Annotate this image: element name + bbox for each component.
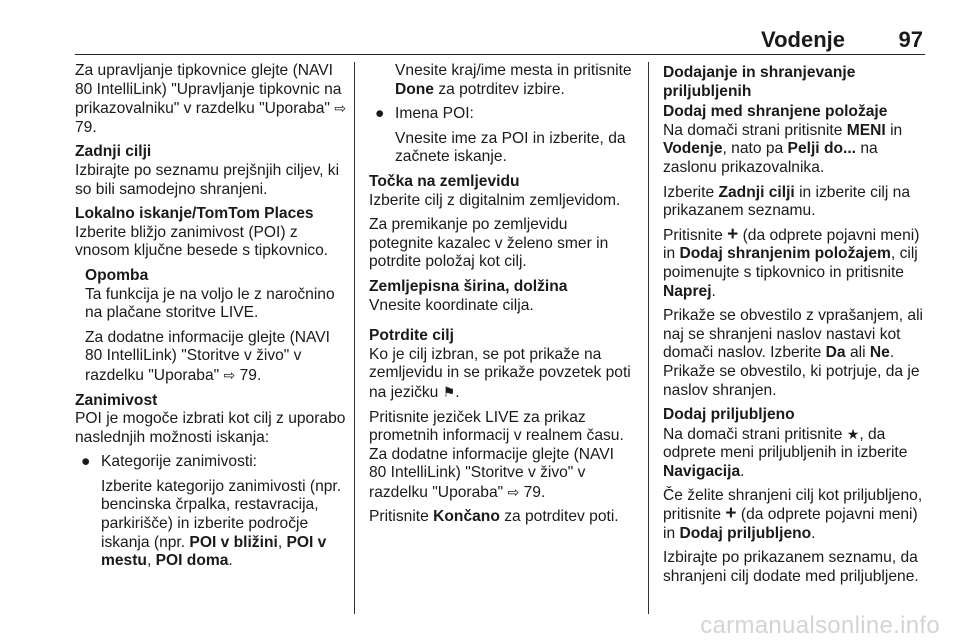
flag-icon: ⚑ [442, 383, 456, 400]
paragraph: Pritisnite jeziček LIVE za prikaz prometnih informacij v realnem času. Za dodatne informacije glejte (NAVI 80 IntelliLink) "Storitve v živo" v razdelku "Uporaba" ⇨ 79. [369, 408, 624, 501]
page-ref-arrow-icon: ⇨ [507, 483, 520, 500]
heading-add-saved: Dodaj med shranjene položaje [663, 103, 888, 121]
watermark: carmanualsonline.info [700, 612, 940, 639]
bullet-icon: ● [81, 453, 91, 471]
plus-icon: + [725, 503, 737, 525]
paragraph: Če želite shranjeni cilj kot priljubljeno, pritisnite + (da odprete pojavni meni) in Dodaj priljubljeno. [663, 487, 923, 542]
paragraph: Izberite Zadnji cilji in izberite cilj na prikazanem seznamu. [663, 183, 911, 220]
paragraph: Izberite bližjo zanimivost (POI) z vnosom ključne besede s tipkovnico. [75, 223, 329, 260]
page-header [75, 0, 925, 55]
column-2 [369, 62, 635, 533]
page-number: 97 [898, 27, 923, 52]
paragraph: Pritisnite Končano za potrditev poti. [369, 508, 619, 526]
list-item-text: Vnesite ime za POI in izberite, da začnete iskanje. [395, 129, 626, 166]
heading-coordinates: Zemljepisna širina, dolžina [369, 277, 568, 295]
page-ref-arrow-icon: ⇨ [223, 366, 236, 383]
list-item-text: Izberite kategorijo zanimivosti (npr. bencinska črpalka, restavracija, parkirišče) in izberite področje iskanja (npr. POI v bližini, POI v mestu, POI doma. [101, 477, 342, 570]
list-item: ● Imena POI: [375, 105, 474, 123]
heading-add-favourite: Dodaj priljubljeno [663, 406, 795, 424]
note-text: Ta funkcija je na voljo le z naročnino na plačane storitve LIVE. [85, 285, 335, 322]
column-3 [663, 62, 929, 592]
paragraph: Izbirajte po seznamu prejšnjih ciljev, ki so bili samodejno shranjeni. [75, 161, 340, 198]
paragraph: Za premikanje po zemljevidu potegnite kazalec v želeno smer in potrdite položaj kot cilj. [369, 216, 609, 271]
paragraph: Za upravljanje tipkovnice glejte (NAVI 80 IntelliLink) "Upravljanje tipkovnic na prikazovalniku" v razdelku "Uporaba" ⇨ 79. [75, 62, 347, 136]
note-box [75, 267, 351, 386]
paragraph: Ko je cilj izbran, se pot prikaže na zemljevidu in se prikaže povzetek poti na jezičku ⚑. [369, 345, 631, 401]
plus-icon: + [727, 223, 739, 245]
star-icon: ★ [846, 425, 860, 442]
bullet-icon: ● [375, 105, 385, 123]
list-item-text: Vnesite kraj/ime mesta in pritisnite Done za potrditev izbire. [395, 62, 632, 98]
heading-poi: Zanimivost [75, 391, 158, 409]
paragraph: Pritisnite + (da odprete pojavni meni) in Dodaj shranjenim položajem, cilj poimenujte s tipkovnico in pritisnite Naprej. [663, 223, 920, 300]
section-title: Vodenje [761, 27, 845, 52]
paragraph: Prikaže se obvestilo z vprašanjem, ali naj se shranjeni naslov nastavi kot domači naslov. Izberite Da ali Ne. Prikaže se obvestilo, ki potrjuje, da je naslov shranjen. [663, 307, 924, 399]
column-1 [75, 62, 351, 577]
note-text: Za dodatne informacije glejte (NAVI 80 IntelliLink) "Storitve v živo" v razdelku "Uporaba" ⇨ 79. [85, 328, 330, 384]
heading-local-search: Lokalno iskanje/TomTom Places [75, 205, 314, 223]
paragraph: Izbirajte po prikazanem seznamu, da shranjeni cilj dodate med priljubljene. [663, 549, 919, 585]
heading-map-point: Točka na zemljevidu [369, 172, 520, 190]
paragraph: Vnesite koordinate cilja. [369, 296, 534, 314]
page-ref-arrow-icon: ⇨ [334, 100, 347, 117]
list-item: ● Kategorije zanimivosti: [81, 453, 258, 471]
heading-recent-destinations: Zadnji cilji [75, 143, 152, 161]
column-divider [354, 62, 355, 614]
paragraph: Na domači strani pritisnite ★, da odprete meni priljubljenih in izberite Navigacija. [663, 425, 908, 480]
heading-confirm-destination: Potrdite cilj [369, 327, 454, 345]
paragraph: Izberite cilj z digitalnim zemljevidom. [369, 191, 621, 209]
paragraph: Na domači strani pritisnite MENI in Vodenje, nato pa Pelji do... na zaslonu prikazovalnika. [663, 121, 903, 176]
paragraph: POI je mogoče izbrati kot cilj z uporabo naslednjih možnosti iskanja: [75, 410, 346, 446]
note-title: Opomba [85, 266, 149, 284]
column-divider [648, 62, 649, 614]
heading-add-favourites: Dodajanje in shranjevanje priljubljenih [663, 64, 856, 100]
